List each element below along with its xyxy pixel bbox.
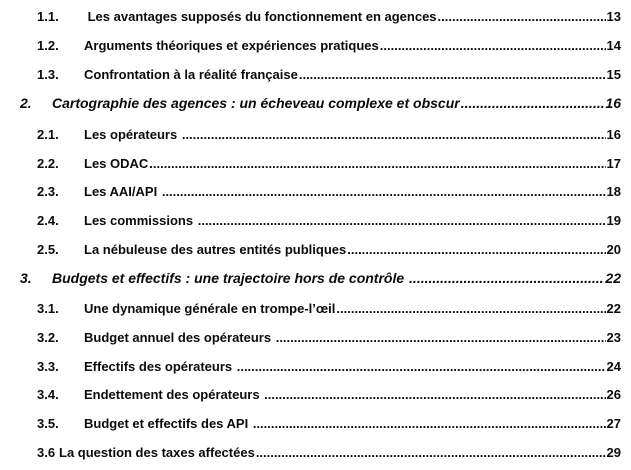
dot-leader bbox=[198, 213, 606, 228]
dot-leader bbox=[237, 359, 606, 374]
toc-entry-number: 3.5. bbox=[37, 416, 59, 431]
toc-entry-page: 24 bbox=[606, 359, 621, 374]
toc-entry-title: Cartographie des agences : un écheveau complexe et obscur bbox=[52, 95, 460, 111]
toc-entry-1-1[interactable] bbox=[37, 9, 621, 24]
dot-leader bbox=[149, 156, 605, 171]
dot-leader bbox=[256, 445, 606, 460]
toc-entry-page: 22 bbox=[605, 270, 621, 286]
toc-entry-page: 17 bbox=[606, 156, 621, 171]
toc-entry-number: 3.3. bbox=[37, 359, 59, 374]
toc-entry-number: 2.2. bbox=[37, 156, 59, 171]
toc-entry-title: Effectifs des opérateurs bbox=[84, 359, 236, 374]
toc-entry-page: 15 bbox=[606, 67, 621, 82]
toc-entry-page: 22 bbox=[606, 301, 621, 316]
toc-entry-number: 2.3. bbox=[37, 184, 59, 199]
toc-entry-3[interactable] bbox=[20, 270, 621, 286]
toc-entry-number: 3.4. bbox=[37, 387, 59, 402]
toc-entry-title: La nébuleuse des autres entités publiques bbox=[84, 242, 347, 257]
toc-entry-page: 18 bbox=[606, 184, 621, 199]
toc-entry-number: 1.2. bbox=[37, 38, 59, 53]
toc-entry-title: Une dynamique générale en trompe-l’œil bbox=[84, 301, 336, 316]
dot-leader bbox=[438, 9, 606, 24]
toc-entry-number: 2. bbox=[20, 95, 32, 111]
toc-entry-number: 1.3. bbox=[37, 67, 59, 82]
toc-entry-2-1[interactable] bbox=[37, 127, 621, 142]
toc-entry-title: Les avantages supposés du fonctionnement en agences bbox=[84, 9, 437, 24]
toc-entry-page: 16 bbox=[606, 127, 621, 142]
toc-entry-title: Endettement des opérateurs bbox=[84, 387, 264, 402]
toc-entry-page: 27 bbox=[606, 416, 621, 431]
toc-entry-3-6[interactable] bbox=[37, 445, 621, 460]
toc-entry-page: 14 bbox=[606, 38, 621, 53]
toc-entry-3-1[interactable] bbox=[37, 301, 621, 316]
toc-entry-3-3[interactable] bbox=[37, 359, 621, 374]
toc-entry-title: Arguments théoriques et expériences pratiques bbox=[84, 38, 379, 53]
toc-entry-page: 20 bbox=[606, 242, 621, 257]
toc-entry-title: Budget et effectifs des API bbox=[84, 416, 252, 431]
toc-entry-page: 19 bbox=[606, 213, 621, 228]
toc-entry-number: 3. bbox=[20, 270, 32, 286]
dot-leader bbox=[347, 242, 605, 257]
toc-entry-title: Les AAI/API bbox=[84, 184, 161, 199]
toc-entry-3-4[interactable] bbox=[37, 387, 621, 402]
dot-leader bbox=[253, 416, 606, 431]
dot-leader bbox=[409, 270, 604, 286]
toc-entry-title: Budget annuel des opérateurs bbox=[84, 330, 275, 345]
toc-entry-title: Les ODAC bbox=[84, 156, 149, 171]
toc-entry-title: Budgets et effectifs : une trajectoire hors de contrôle bbox=[52, 270, 409, 286]
toc-entry-2[interactable] bbox=[20, 95, 621, 111]
dot-leader bbox=[299, 67, 606, 82]
dot-leader bbox=[380, 38, 606, 53]
toc-entry-title: La question des taxes affectées bbox=[59, 445, 255, 460]
toc-entry-number: 2.4. bbox=[37, 213, 59, 228]
toc-entry-title: Les opérateurs bbox=[84, 127, 181, 142]
toc-entry-number: 2.1. bbox=[37, 127, 59, 142]
toc-entry-2-5[interactable] bbox=[37, 242, 621, 257]
toc-entry-number: 2.5. bbox=[37, 242, 59, 257]
toc-entry-number: 3.1. bbox=[37, 301, 59, 316]
dot-leader bbox=[162, 184, 606, 199]
toc-entry-title: Les commissions bbox=[84, 213, 197, 228]
toc-entry-2-4[interactable] bbox=[37, 213, 621, 228]
toc-entry-number: 1.1. bbox=[37, 9, 59, 24]
toc-entry-page: 26 bbox=[606, 387, 621, 402]
dot-leader bbox=[276, 330, 606, 345]
toc-entry-1-3[interactable] bbox=[37, 67, 621, 82]
toc-entry-number: 3.2. bbox=[37, 330, 59, 345]
toc-entry-2-2[interactable] bbox=[37, 156, 621, 171]
toc-entry-page: 16 bbox=[605, 95, 621, 111]
toc-entry-page: 29 bbox=[606, 445, 621, 460]
toc-entry-2-3[interactable] bbox=[37, 184, 621, 199]
toc-entry-3-5[interactable] bbox=[37, 416, 621, 431]
dot-leader bbox=[336, 301, 605, 316]
toc-entry-page: 23 bbox=[606, 330, 621, 345]
dot-leader bbox=[182, 127, 606, 142]
toc-entry-1-2[interactable] bbox=[37, 38, 621, 53]
toc-entry-title: Confrontation à la réalité française bbox=[84, 67, 298, 82]
dot-leader bbox=[461, 95, 605, 111]
dot-leader bbox=[264, 387, 605, 402]
toc-entry-page: 13 bbox=[606, 9, 621, 24]
toc-entry-number: 3.6 bbox=[37, 445, 56, 460]
toc-entry-3-2[interactable] bbox=[37, 330, 621, 345]
